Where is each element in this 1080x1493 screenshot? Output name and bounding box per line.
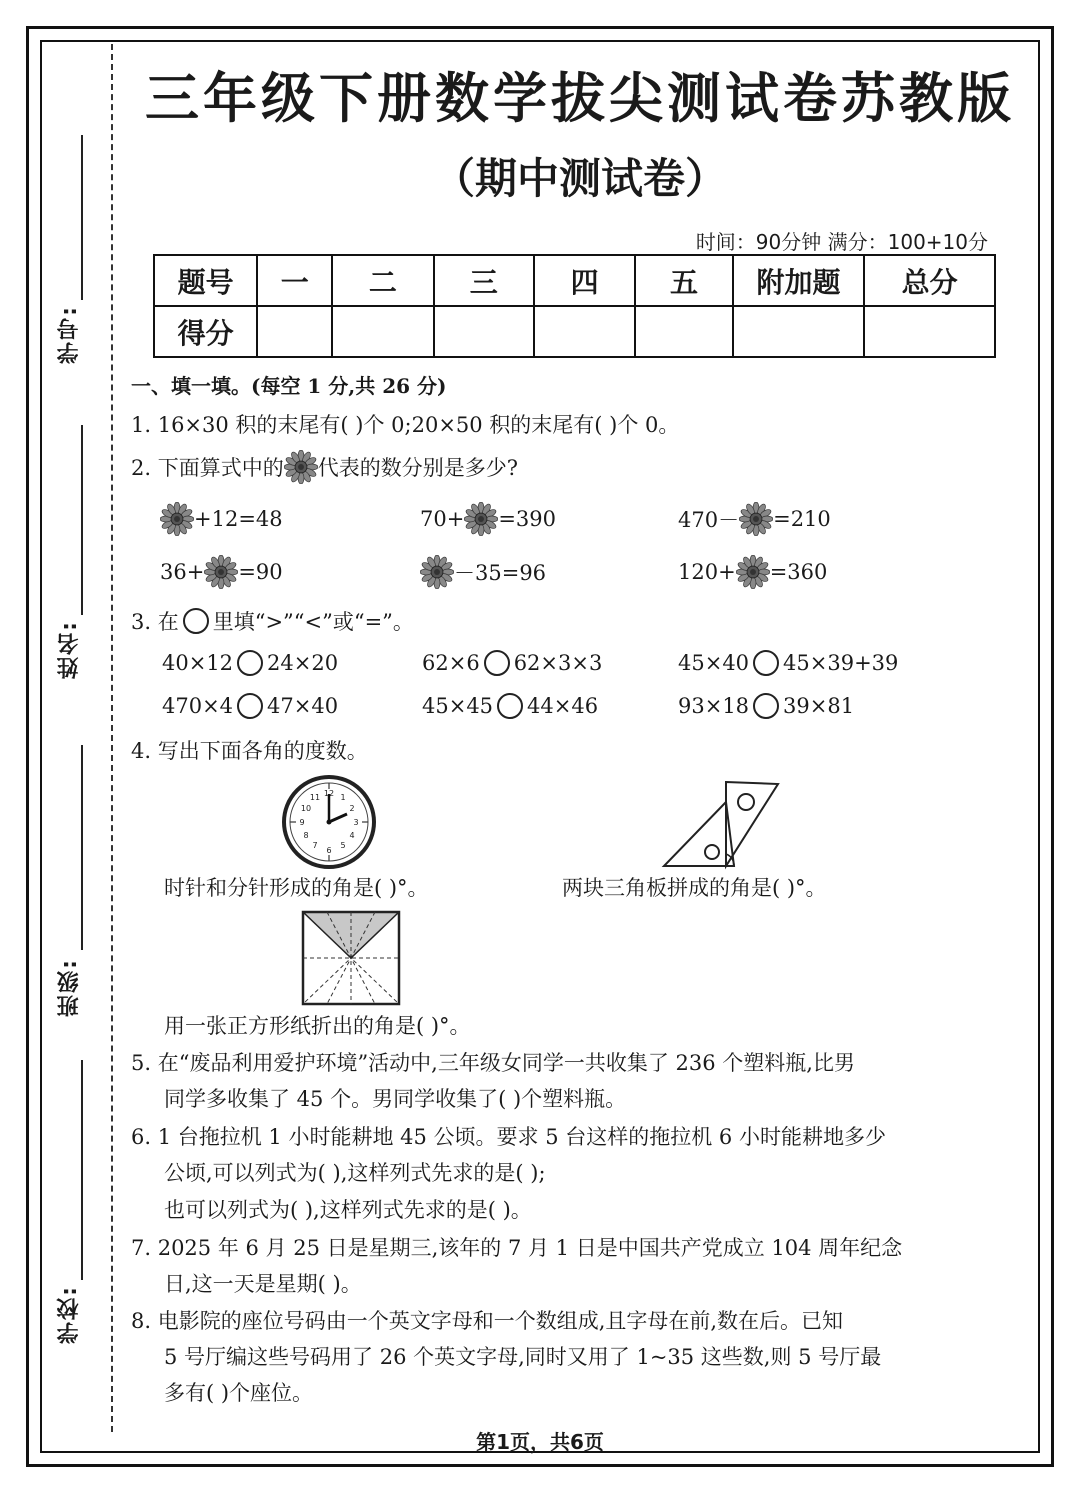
score-header: 三 — [434, 255, 534, 306]
q4-answer-c: 用一张正方形纸折出的角是( )°。 — [164, 1014, 471, 1038]
compare-item — [422, 693, 598, 719]
school-label: 学校: — [57, 1285, 82, 1344]
clock-number: 2 — [349, 804, 355, 813]
compare-circle[interactable] — [753, 693, 779, 719]
compare-circle[interactable] — [484, 650, 510, 676]
answer-circle — [183, 608, 209, 634]
section-heading: 一、填一填。(每空 1 分,共 26 分) — [131, 374, 447, 398]
page-subtitle: （期中测试卷） — [432, 154, 727, 203]
question-8-line-1: 8. 电影院的座位号码由一个英文字母和一个数组成,且字母在前,数在后。已知 — [131, 1309, 844, 1333]
class-rule — [81, 745, 83, 950]
q3-suffix: 里填“>”“<”或“=”。 — [212, 610, 414, 634]
compare-circle[interactable] — [753, 650, 779, 676]
q2-prefix: 2. 下面算式中的 — [131, 456, 284, 480]
eq-pre: 70+ — [420, 507, 465, 531]
score-header: 题号 — [154, 255, 257, 306]
q2-equation — [160, 502, 283, 536]
compare-right: 47×40 — [267, 694, 339, 718]
score-header: 附加题 — [733, 255, 865, 306]
question-4: 4. 写出下面各角的度数。 — [131, 739, 368, 763]
binding-dashed-line — [111, 44, 113, 1432]
clock-number: 11 — [309, 793, 321, 802]
question-5-line-2: 同学多收集了 45 个。男同学收集了( )个塑料瓶。 — [164, 1087, 627, 1111]
score-cell[interactable] — [635, 306, 732, 357]
eq-pre: 470－ — [678, 508, 740, 532]
clock-number: 7 — [312, 841, 318, 850]
question-6-line-1: 6. 1 台拖拉机 1 小时能耕地 45 公顷。要求 5 台这样的拖拉机 6 小时能耕地多少 — [131, 1125, 886, 1149]
clock-number: 5 — [340, 841, 346, 850]
clock-number: 9 — [299, 818, 305, 827]
score-header: 一 — [257, 255, 332, 306]
clock-number: 12 — [323, 789, 335, 798]
page-title: 三年级下册数学拔尖测试卷苏教版 — [145, 67, 1015, 130]
compare-left: 62×6 — [422, 651, 480, 675]
score-row-label: 得分 — [154, 306, 257, 357]
q2-equation — [678, 555, 827, 589]
question-2 — [131, 450, 518, 484]
score-header: 二 — [332, 255, 433, 306]
question-5-line-1: 5. 在“废品利用爱护环境”活动中,三年级女同学一共收集了 236 个塑料瓶,比男 — [131, 1051, 855, 1075]
flower-icon — [204, 555, 238, 589]
clock-number: 10 — [300, 804, 312, 813]
score-header: 五 — [635, 255, 732, 306]
class-label: 班级: — [57, 958, 82, 1017]
question-6-line-2: 公顷,可以列式为( ),这样列式先求的是( ); — [164, 1161, 546, 1185]
clock-number: 3 — [353, 818, 359, 827]
q2-equation — [160, 555, 283, 589]
question-6-line-3: 也可以列式为( ),这样列式先求的是( )。 — [164, 1198, 532, 1222]
eq-pre: 36+ — [160, 560, 205, 584]
question-8-line-2: 5 号厅编这些号码用了 26 个英文字母,同时又用了 1~35 这些数,则 5 号厅最 — [164, 1345, 882, 1369]
eq-post: +12=48 — [194, 507, 283, 531]
compare-circle[interactable] — [497, 693, 523, 719]
triangle-rulers-icon — [660, 780, 780, 870]
flower-icon — [160, 502, 194, 536]
flower-icon — [284, 450, 318, 484]
score-table — [153, 254, 996, 358]
compare-item — [678, 650, 898, 676]
eq-post: －35=96 — [454, 561, 547, 585]
flower-icon — [420, 555, 454, 589]
q2-equation — [420, 555, 546, 589]
clock-icon — [277, 774, 381, 870]
score-cell[interactable] — [534, 306, 635, 357]
question-1: 1. 16×30 积的末尾有( )个 0;20×50 积的末尾有( )个 0。 — [131, 413, 680, 437]
q2-equation — [420, 502, 556, 536]
q4-answer-a: 时针和分针形成的角是( )°。 — [164, 876, 429, 900]
compare-left: 470×4 — [162, 694, 234, 718]
question-3 — [131, 606, 414, 636]
compare-circle[interactable] — [237, 650, 263, 676]
q2-equation — [678, 502, 831, 536]
clock-number: 1 — [340, 793, 346, 802]
eq-post: =90 — [238, 560, 283, 584]
compare-item — [162, 693, 338, 719]
name-label: 姓名: — [57, 620, 82, 679]
compare-item — [678, 693, 854, 719]
student-no-label: 学号: — [57, 305, 82, 364]
compare-left: 40×12 — [162, 651, 234, 675]
question-7-line-2: 日,这一天是星期( )。 — [164, 1272, 362, 1296]
question-8-line-3: 多有( )个座位。 — [164, 1381, 314, 1405]
q2-suffix: 代表的数分别是多少? — [317, 456, 518, 480]
school-rule — [81, 1060, 83, 1280]
flower-icon — [736, 555, 770, 589]
compare-right: 39×81 — [783, 694, 855, 718]
compare-right: 45×39+39 — [783, 651, 899, 675]
student-no-rule — [81, 135, 83, 300]
q4-answer-b: 两块三角板拼成的角是( )°。 — [562, 876, 827, 900]
score-header: 总分 — [864, 255, 995, 306]
compare-item — [162, 650, 338, 676]
score-cell[interactable] — [864, 306, 995, 357]
name-rule — [81, 425, 83, 615]
flower-icon — [739, 502, 773, 536]
compare-right: 62×3×3 — [513, 651, 603, 675]
question-7-line-1: 7. 2025 年 6 月 25 日是星期三,该年的 7 月 1 日是中国共产党成立 104 周年纪念 — [131, 1236, 903, 1260]
score-cell[interactable] — [332, 306, 433, 357]
flower-icon — [464, 502, 498, 536]
compare-left: 45×45 — [422, 694, 494, 718]
compare-item — [422, 650, 602, 676]
eq-post: =210 — [773, 507, 831, 531]
compare-right: 44×46 — [527, 694, 599, 718]
clock-number: 4 — [349, 831, 355, 840]
folded-square-icon — [301, 910, 401, 1006]
compare-left: 45×40 — [678, 651, 750, 675]
exam-meta: 时间：90分钟 满分：100+10分 — [695, 230, 988, 254]
eq-post: =390 — [498, 507, 557, 531]
score-header-row — [154, 255, 995, 306]
score-value-row — [154, 306, 995, 357]
compare-left: 93×18 — [678, 694, 750, 718]
score-cell[interactable] — [434, 306, 534, 357]
clock-number: 8 — [303, 831, 309, 840]
compare-circle[interactable] — [237, 693, 263, 719]
clock-number: 6 — [326, 846, 332, 855]
eq-pre: 120+ — [678, 560, 736, 584]
score-cell[interactable] — [257, 306, 332, 357]
page-footer: 第1页，共6页 — [476, 1430, 604, 1454]
q3-prefix: 3. 在 — [131, 610, 179, 634]
eq-post: =360 — [769, 560, 828, 584]
score-header: 四 — [534, 255, 635, 306]
score-cell[interactable] — [733, 306, 865, 357]
compare-right: 24×20 — [267, 651, 339, 675]
